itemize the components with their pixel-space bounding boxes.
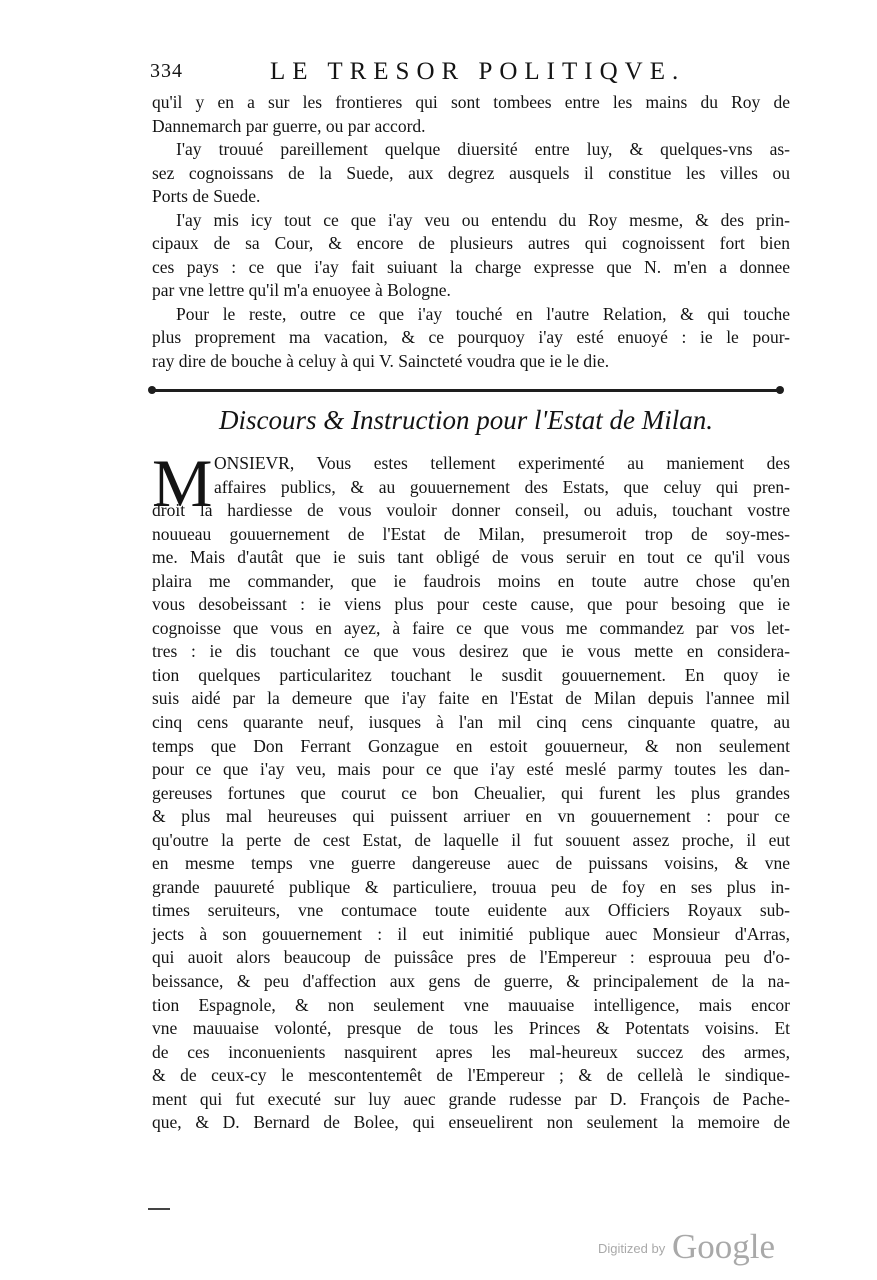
text-line: ray dire de bouche à celuy à qui V. Saincteté voudra que ie le die. — [152, 351, 610, 372]
text-line: droit la hardiesse de vous vouloir donner conseil, ou aduis, touchant vostre — [152, 500, 790, 521]
section-divider-rule — [152, 389, 780, 392]
text-line: Dannemarch par guerre, ou par accord. — [152, 115, 426, 136]
text-line: en mesme temps vne guerre dangereuse auec de puissans voisins, & vne — [152, 853, 790, 874]
running-head — [150, 58, 790, 88]
text-line: plus proprement ma vacation, & ce pourquoy i'ay esté enuoyé : ie le pour- — [152, 327, 790, 348]
text-line: suis aidé par la demeure que i'ay faite en l'Estat de Milan depuis l'annee mil — [152, 688, 790, 709]
text-line: pour ce que i'ay veu, mais pour ce que i'ay esté meslé parmy toutes les dan- — [152, 759, 790, 780]
text-line: temps que Don Ferrant Gonzague en estoit gouuerneur, & non seulement — [152, 735, 790, 756]
text-line: vous desobeissant : ie viens plus pour ceste cause, que pour besoing que ie — [152, 594, 790, 615]
text-line: I'ay trouué pareillement quelque diuersité entre luy, & quelques-vns as- — [176, 139, 790, 160]
text-line: me. Mais d'autât que ie suis tant obligé de vous seruir en tout ce qu'il vous — [152, 547, 790, 568]
text-line: tion Espagnole, & non seulement vne mauuaise intelligence, mais encor — [152, 994, 790, 1015]
text-line: de ces inconuenients nasquirent apres les mal-heureux succez des armes, — [152, 1041, 790, 1062]
running-title: LE TRESOR POLITIQVE. — [270, 58, 686, 85]
text-line: ces pays : ce que i'ay fait suiuant la charge expresse que N. m'en a donnee — [152, 256, 790, 277]
page-number: 334 — [150, 60, 183, 82]
text-line: I'ay mis icy tout ce que i'ay veu ou entendu du Roy mesme, & des prin- — [176, 209, 790, 230]
text-line: qu'outre la perte de cest Estat, de laquelle il fut souuent assez proche, il eut — [152, 829, 790, 850]
text-line: ment qui fut executé sur luy auec grande rudesse par D. François de Pache- — [152, 1088, 790, 1109]
rule-ornament — [148, 386, 156, 394]
digitized-by-google-watermark — [598, 1228, 783, 1268]
text-line: qui auoit alors beaucoup de puissâce pres de l'Empereur : esprouua peu d'o- — [152, 947, 790, 968]
text-line: qu'il y en a sur les frontieres qui sont tombees entre les mains du Roy de — [152, 92, 790, 112]
text-line: gereuses fortunes que courut ce bon Cheualier, qui furent les plus grandes — [152, 782, 790, 803]
text-line: beissance, & peu d'affection aux gens de guerre, & principalement de la na- — [152, 971, 790, 992]
text-line: tion quelques particularitez touchant le susdit gouuernement. En quoy ie — [152, 664, 790, 685]
text-line: cinq cens quarante neuf, iusques à l'an mil cinq cens cinquante quatre, au — [152, 712, 790, 733]
text-line: ONSIEVR, Vous estes tellement experimenté au maniement des — [214, 453, 790, 473]
rule-ornament — [776, 386, 784, 394]
text-line: par vne lettre qu'il m'a enuoyee à Bologne. — [152, 280, 451, 301]
drop-cap: M — [152, 445, 213, 521]
text-line: & plus mal heureuses qui puissent arriuer en vn gouuernement : pour ce — [152, 806, 790, 827]
text-line: nouueau gouuernement de l'Estat de Milan, presumeroit trop de soy-mes- — [152, 523, 790, 544]
text-line: cognoisse que vous en ayez, à faire ce que vous me commandez par vos let- — [152, 617, 790, 638]
google-wordmark: Google — [672, 1227, 776, 1266]
text-line: Ports de Suede. — [152, 186, 261, 207]
text-line: sez cognoissans de la Suede, aux degrez ausquels il constitue les villes ou — [152, 162, 790, 183]
signature-mark — [148, 1208, 170, 1210]
text-line: tres : ie dis touchant ce que vous desirez que ie vous mette en considera- — [152, 641, 790, 662]
section-title: Discours & Instruction pour l'Estat de Milan. — [218, 405, 713, 435]
digitized-by-text: Digitized by — [598, 1241, 666, 1256]
text-line: que, & D. Bernard de Bolee, qui enseuelirent non seulement la memoire de — [152, 1112, 790, 1133]
text-line: cipaux de sa Cour, & encore de plusieurs autres qui cognoissent fort bien — [152, 233, 790, 254]
main-text-block — [152, 445, 790, 1135]
text-line: times seruiteurs, vne contumace toute euidente aux Officiers Royaux sub- — [152, 900, 790, 921]
text-line: plaira me commander, que ie faudrois moins en toute autre chose qu'en — [152, 570, 790, 591]
text-line: Pour le reste, outre ce que i'ay touché en l'autre Relation, & qui touche — [176, 303, 790, 324]
text-line: grande pauureté publique & particuliere, trouua peu de foy en ses plus in- — [152, 876, 790, 897]
text-line: jects à son gouuernement : il eut inimitié publique auec Monsieur d'Arras, — [152, 923, 790, 944]
text-line: vne mauuaise volonté, presque de tous les Princes & Potentats voisins. Et — [152, 1018, 790, 1039]
top-text-block — [152, 91, 790, 374]
text-line: affaires publics, & au gouuernement des Estats, que celuy qui pren- — [214, 476, 790, 497]
text-line: & de ceux-cy le mescontentemêt de l'Empereur ; & de cellelà le sindique- — [152, 1065, 790, 1086]
